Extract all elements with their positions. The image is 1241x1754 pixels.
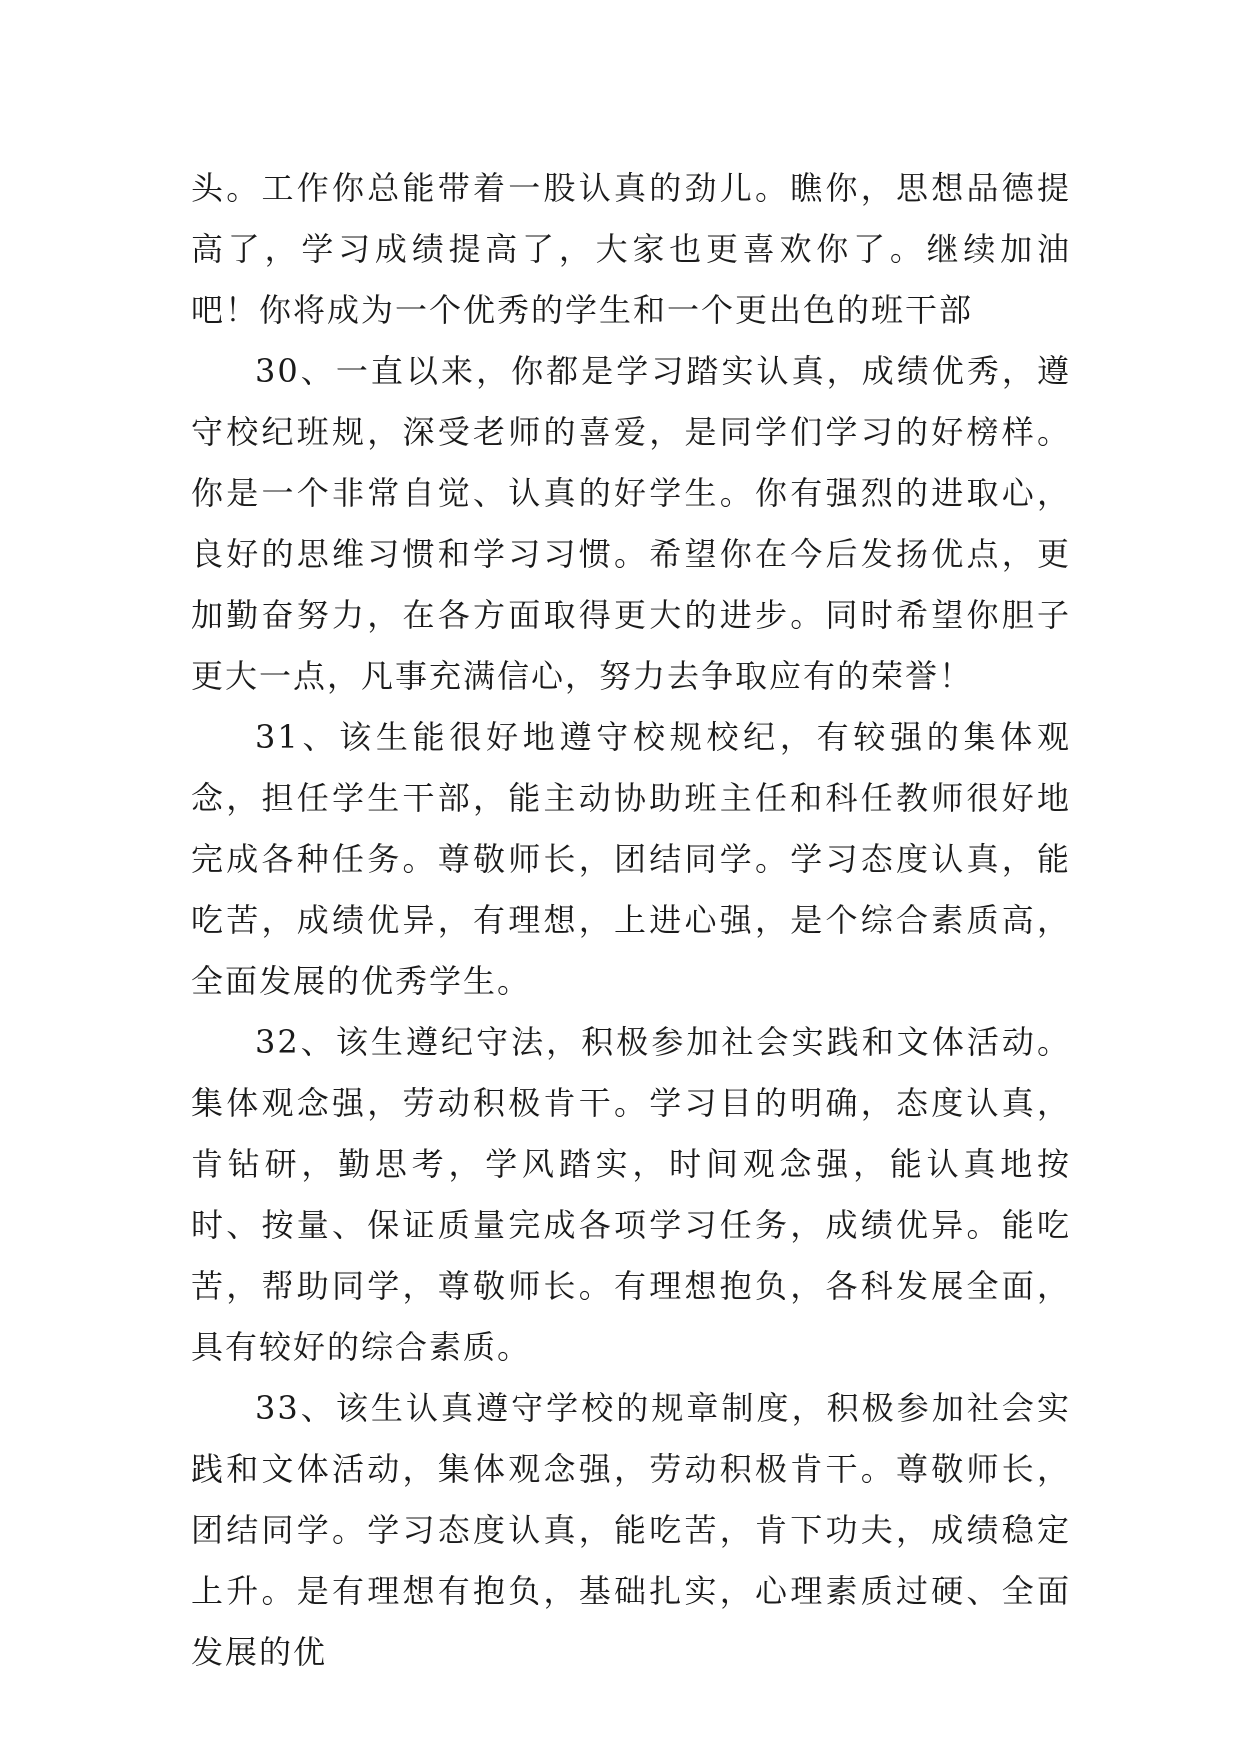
paragraph-item-32: 32、该生遵纪守法，积极参加社会实践和文体活动。集体观念强，劳动积极肯干。学习目的明确，态度认真，肯钻研，勤思考，学风踏实，时间观念强，能认真地按时、按量、保证质量完成各项学习任务，成绩优异。能吃苦，帮助同学，尊敬师长。有理想抱负，各科发展全面，具有较好的综合素质。	[191, 1023, 1071, 1366]
paragraph-continuation: 头。工作你总能带着一股认真的劲儿。瞧你，思想品德提高了，学习成绩提高了，大家也更喜欢你了。继续加油吧！你将成为一个优秀的学生和一个更出色的班干部	[191, 169, 1071, 329]
document-body	[191, 158, 1071, 1683]
paragraph-item-33: 33、该生认真遵守学校的规章制度，积极参加社会实践和文体活动，集体观念强，劳动积极肯干。尊敬师长，团结同学。学习态度认真，能吃苦，肯下功夫，成绩稳定上升。是有理想有抱负，基础扎实，心理素质过硬、全面发展的优	[191, 1389, 1071, 1671]
paragraph-item-31: 31、该生能很好地遵守校规校纪，有较强的集体观念，担任学生干部，能主动协助班主任和科任教师很好地完成各种任务。尊敬师长，团结同学。学习态度认真，能吃苦，成绩优异，有理想，上进心强，是个综合素质高，全面发展的优秀学生。	[191, 718, 1071, 1000]
paragraph-item-30: 30、一直以来，你都是学习踏实认真，成绩优秀，遵守校纪班规，深受老师的喜爱，是同学们学习的好榜样。你是一个非常自觉、认真的好学生。你有强烈的进取心，良好的思维习惯和学习习惯。希望你在今后发扬优点，更加勤奋努力，在各方面取得更大的进步。同时希望你胆子更大一点，凡事充满信心，努力去争取应有的荣誉！	[191, 352, 1071, 695]
